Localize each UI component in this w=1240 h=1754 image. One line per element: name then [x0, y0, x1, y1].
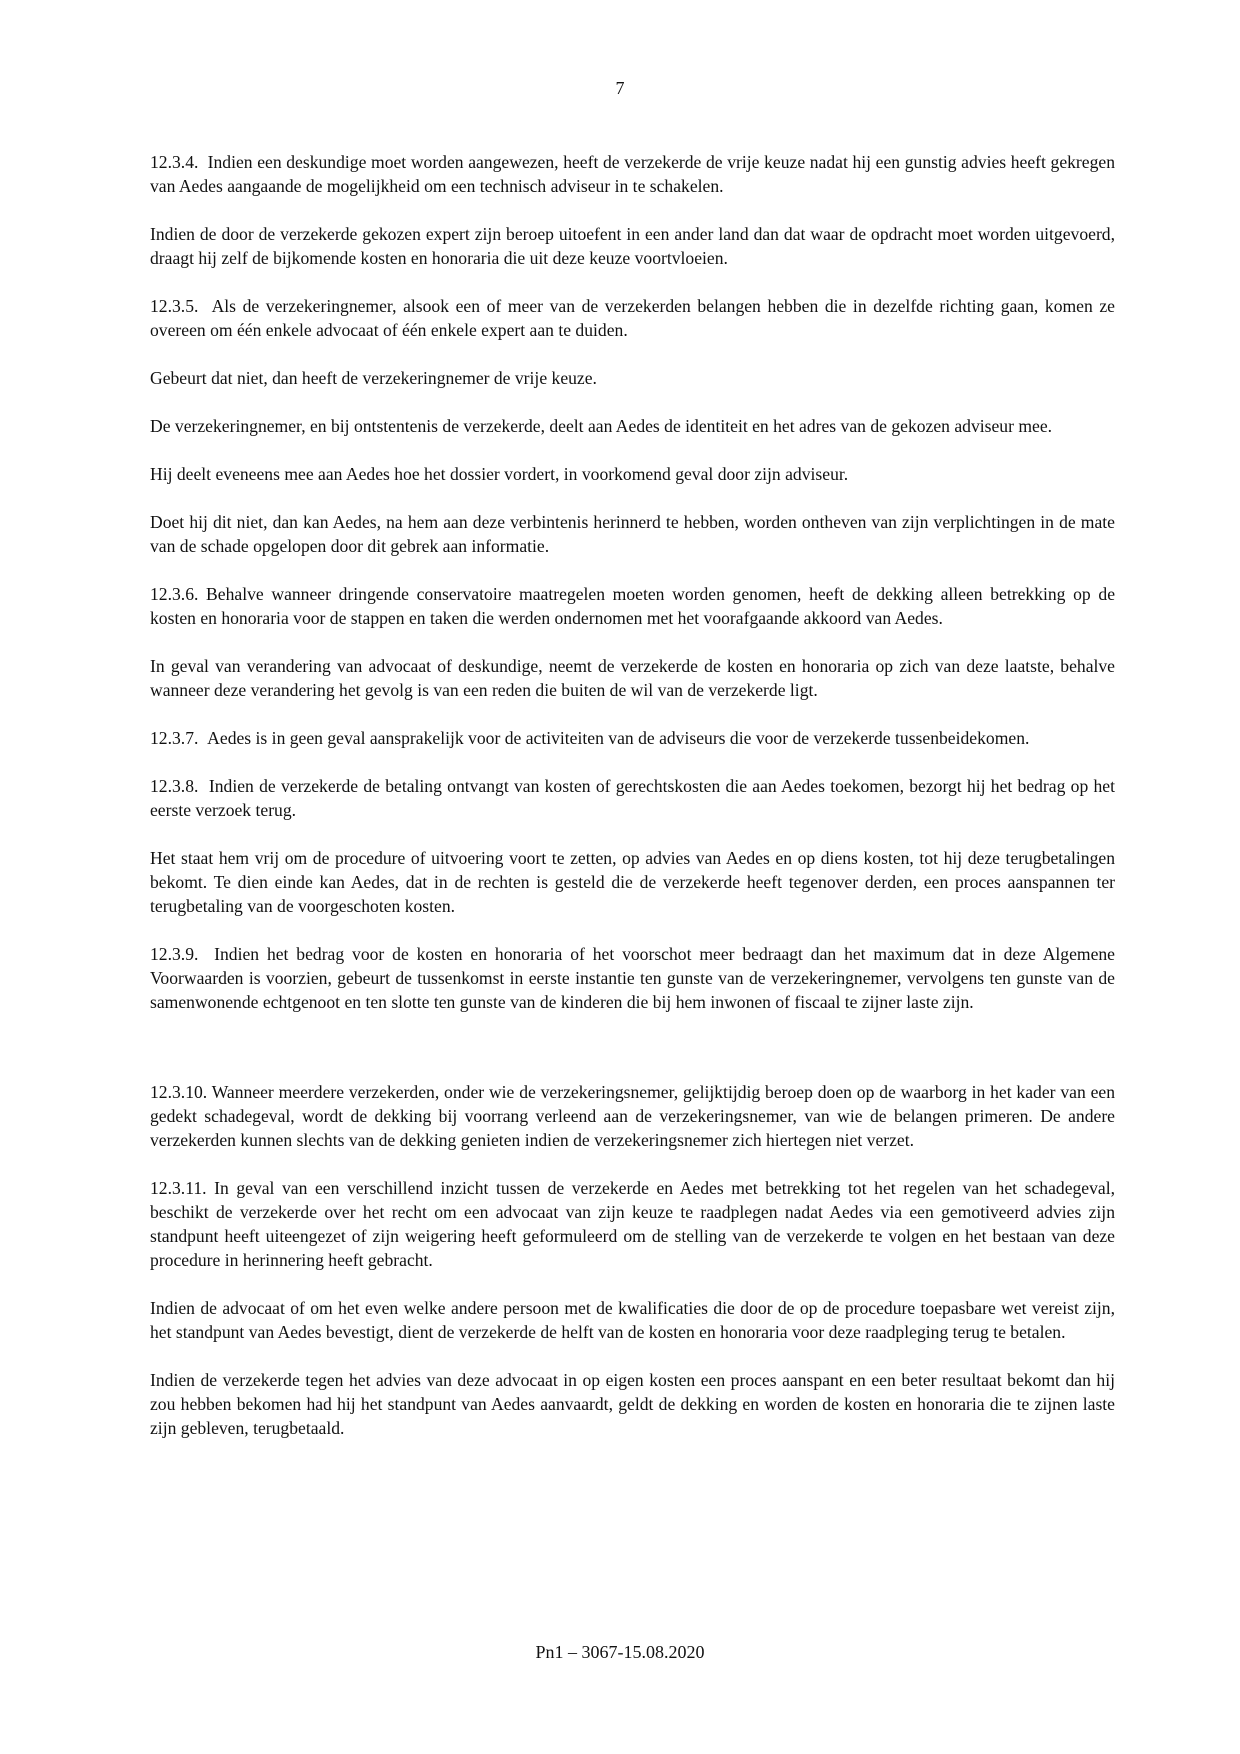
- paragraph: Indien de verzekerde tegen het advies van deze advocaat in op eigen kosten een proces aanspant en een beter resultaat bekomt dan hij zou hebben bekomen had hij het standpunt van Aedes aanvaardt, geldt de dekking en worden de kosten en honoraria die te zijnen laste zijn gebleven, terugbetaald.: [150, 1370, 1115, 1438]
- paragraph-12-3-9: 12.3.9. Indien het bedrag voor de kosten en honoraria of het voorschot meer bedraagt dan het maximum dat in deze Algemene Voorwaarden is voorzien, gebeurt de tussenkomst in eerste instantie ten gunste van de verzekeringnemer, vervolgens ten gunste van de samenwonende echtgenoot en ten slotte ten gunste van de kinderen die bij hem inwonen of fiscaal te zijner laste zijn.: [150, 944, 1115, 1012]
- paragraph-12-3-8: 12.3.8. Indien de verzekerde de betaling ontvangt van kosten of gerechtskosten die aan Aedes toekomen, bezorgt hij het bedrag op het eerste verzoek terug.: [150, 776, 1115, 820]
- paragraph: Doet hij dit niet, dan kan Aedes, na hem aan deze verbintenis herinnerd te hebben, worden ontheven van zijn verplichtingen in de mate van de schade opgelopen door dit gebrek aan informatie.: [150, 512, 1115, 556]
- paragraph: De verzekeringnemer, en bij ontstentenis de verzekerde, deelt aan Aedes de identiteit en het adres van de gekozen adviseur mee.: [150, 416, 1053, 436]
- paragraph-12-3-7: 12.3.7. Aedes is in geen geval aansprakelijk voor de activiteiten van de adviseurs die voor de verzekerde tussenbeidekomen.: [150, 728, 1030, 748]
- paragraph: Hij deelt eveneens mee aan Aedes hoe het dossier vordert, in voorkomend geval door zijn adviseur.: [150, 464, 849, 484]
- paragraph-12-3-11: 12.3.11. In geval van een verschillend inzicht tussen de verzekerde en Aedes met betrekking tot het regelen van het schadegeval, beschikt de verzekerde over het recht om een advocaat van zijn keuze te raadplegen nadat Aedes via een gemotiveerd advies zijn standpunt heeft uiteengezet of zijn weigering heeft geformuleerd om de stelling van de verzekerde te volgen en het bestaan van deze procedure in herinnering heeft gebracht.: [150, 1178, 1115, 1270]
- page-footer: Pn1 – 3067-15.08.2020: [535, 1642, 705, 1662]
- paragraph: Gebeurt dat niet, dan heeft de verzekeringnemer de vrije keuze.: [150, 368, 597, 388]
- document-body: [150, 150, 1115, 1464]
- paragraph: In geval van verandering van advocaat of deskundige, neemt de verzekerde de kosten en honoraria op zich van deze laatste, behalve wanneer deze verandering het gevolg is van een reden die buiten de wil van de verzekerde ligt.: [150, 656, 1115, 700]
- paragraph: Indien de advocaat of om het even welke andere persoon met de kwalificaties die door de op de procedure toepasbare wet vereist zijn, het standpunt van Aedes bevestigt, dient de verzekerde de helft van de kosten en honoraria voor deze raadpleging terug te betalen.: [150, 1298, 1115, 1342]
- paragraph-12-3-5: 12.3.5. Als de verzekeringnemer, alsook een of meer van de verzekerden belangen hebben die in dezelfde richting gaan, komen ze overeen om één enkele advocaat of één enkele expert aan te duiden.: [150, 296, 1115, 340]
- paragraph: Het staat hem vrij om de procedure of uitvoering voort te zetten, op advies van Aedes en op diens kosten, tot hij deze terugbetalingen bekomt. Te dien einde kan Aedes, dat in de rechten is gesteld die de verzekerde heeft tegenover derden, een proces aanspannen ter terugbetaling van de voorgeschoten kosten.: [150, 848, 1115, 916]
- paragraph-12-3-10: 12.3.10. Wanneer meerdere verzekerden, onder wie de verzekeringsnemer, gelijktijdig beroep doen op de waarborg in het kader van een gedekt schadegeval, wordt de dekking bij voorrang verleend aan de verzekeringsnemer, van wie de belangen primeren. De andere verzekerden kunnen slechts van de dekking genieten indien de verzekeringsnemer zich hiertegen niet verzet.: [150, 1082, 1115, 1150]
- paragraph-12-3-6: 12.3.6. Behalve wanneer dringende conservatoire maatregelen moeten worden genomen, heeft de dekking alleen betrekking op de kosten en honoraria voor de stappen en taken die werden ondernomen met het voorafgaande akkoord van Aedes.: [150, 584, 1115, 628]
- page-number: 7: [615, 78, 625, 98]
- paragraph-12-3-4: 12.3.4. Indien een deskundige moet worden aangewezen, heeft de verzekerde de vrije keuze nadat hij een gunstig advies heeft gekregen van Aedes aangaande de mogelijkheid om een technisch adviseur in te schakelen.: [150, 152, 1115, 196]
- paragraph: Indien de door de verzekerde gekozen expert zijn beroep uitoefent in een ander land dan dat waar de opdracht moet worden uitgevoerd, draagt hij zelf de bijkomende kosten en honoraria die uit deze keuze voortvloeien.: [150, 224, 1115, 268]
